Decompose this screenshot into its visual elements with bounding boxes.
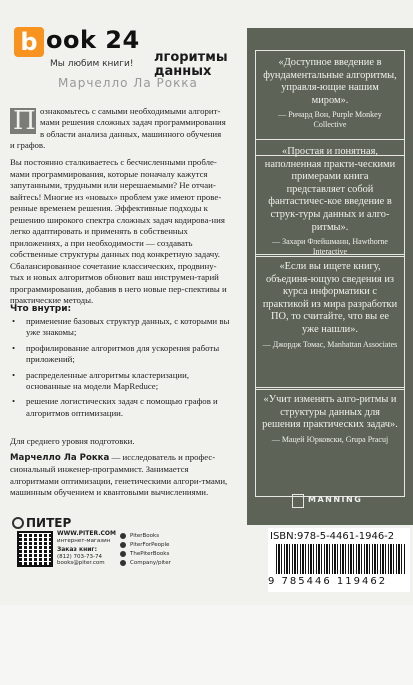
author-bio-text: — исследователь и профес-сиональный инженер-программист. Занимается алгоритмами оптимизации, генетическими алгори-тмами, машинным обучением и квантовыми вычислениями. (10, 452, 228, 498)
quote-source: — Ричард Вон, Purple Monkey Collective (278, 110, 382, 130)
logo-tagline: Мы любим книги! (50, 59, 134, 69)
list-item: • применение базовых структур данных, с которыми вы уже знакомы; (12, 316, 232, 339)
audience-level: Для среднего уровня подготовки. (10, 436, 135, 446)
social-link[interactable]: ThePiterBooks (130, 550, 170, 557)
social-link[interactable]: Company/piter (130, 559, 171, 566)
isbn: ISBN:978-5-4461-1946-2 (270, 531, 395, 542)
social-icon (120, 542, 126, 548)
intro-tail: и графов. (10, 140, 46, 150)
drop-cap (10, 108, 36, 134)
book24-logo (14, 26, 234, 79)
phone: (812) 703-73-74 (57, 553, 103, 560)
author-bio (10, 452, 232, 499)
manning-mark-icon (292, 494, 304, 508)
features-list (12, 316, 232, 423)
social-links (120, 531, 230, 567)
quote-text: «Учит изменять алго-ритмы и структуры данных для решения практических задач». (262, 394, 398, 431)
social-icon (120, 551, 126, 557)
social-icon (120, 560, 126, 566)
qr-code-icon (17, 531, 53, 567)
manning-text: MANNING (308, 495, 363, 504)
quote-source: — Захари Флейшманн, Hawthorne Interactive (272, 237, 388, 257)
quote-box (255, 139, 405, 257)
piter-mark-icon (12, 517, 24, 529)
publisher-contacts (57, 531, 117, 567)
social-icon (120, 533, 126, 539)
barcode-icon (276, 544, 406, 574)
order-label: Заказ книг: (57, 546, 97, 554)
intro-text: ознакомьтесь с самыми необходимыми алгорит-мами решения сложных задач программирования в области анализа данных, машинного обучения (40, 106, 226, 139)
description-paragraph: Вы постоянно сталкиваетесь с бесчисленными пробле-мами программирования, которые поначалу кажутся запутанными, трудными или нерешаемыми? Не отчаи-вайтесь! Многие из «новых» проблем уже имеют прове-ренные временем решения. Эффективные подходы к решению широкого спектра сложных задач кодирова-ния легко адаптировать и применять в собственных приложениях, а при необходимости — создавать собственные структуры данных под конкретную задачу. Сбалансированное сочетание классических, продвину-тых и новых алгоритмов обновит ваш инструмен-тарий программирования, добавив в него новые пер-спективы и практические методы. (10, 157, 227, 305)
manning-logo (292, 492, 392, 516)
shop-label: интернет-магазин (57, 537, 111, 544)
list-item: • решение логистических задач с помощью графов и алгоритмов оптимизации. (12, 396, 232, 419)
author-header: Марчелло Ла Рокка (58, 76, 198, 90)
drop-cap-letter: П (13, 106, 36, 136)
social-link[interactable]: PiterForPeople (130, 541, 170, 548)
social-link[interactable]: PiterBooks (130, 532, 160, 539)
author-name: Марчелло Ла Рокка (10, 453, 110, 463)
email[interactable]: books@piter.com (57, 560, 105, 567)
quote-source: — Джордж Томас, Manhattan Associates (262, 339, 398, 349)
logo-overlay-title: лгоритмы данных (154, 50, 228, 79)
website[interactable]: WWW.PITER.COM (57, 530, 116, 537)
barcode-number: 9 785446 119462 (268, 576, 388, 587)
inside-title: Что внутри: (10, 304, 72, 314)
quote-text: «Если вы ищете книгу, объединя-ющую сведения из курса информатики с практикой из мира разработки ПО, то считайте, что вы ее уже нашли». (262, 261, 398, 335)
quote-text: «Доступное введение в фундаментальные алгоритмы, управля-ющие нашим миром». (263, 57, 397, 106)
publisher-name: ПИТЕР (26, 516, 72, 530)
list-item: • профилирование алгоритмов для ускорения работы приложений; (12, 343, 232, 366)
quote-box (255, 387, 405, 497)
logo-text: ook 24 (46, 26, 140, 54)
quote-source: — Мацей Юрковски, Grupa Pracuj (271, 434, 389, 444)
quote-text: «Простая и понятная, наполненная практи-ческими примерами книга представляет собой фантастичес-кое введение в струк-туры данных и алго-ритмы». (264, 146, 396, 233)
bottom-strip (0, 605, 413, 685)
quote-box (255, 254, 405, 390)
logo-b-icon: b (14, 27, 44, 57)
list-item: • распределенные алгоритмы кластеризации, основанные на модели MapReduce; (12, 370, 232, 393)
